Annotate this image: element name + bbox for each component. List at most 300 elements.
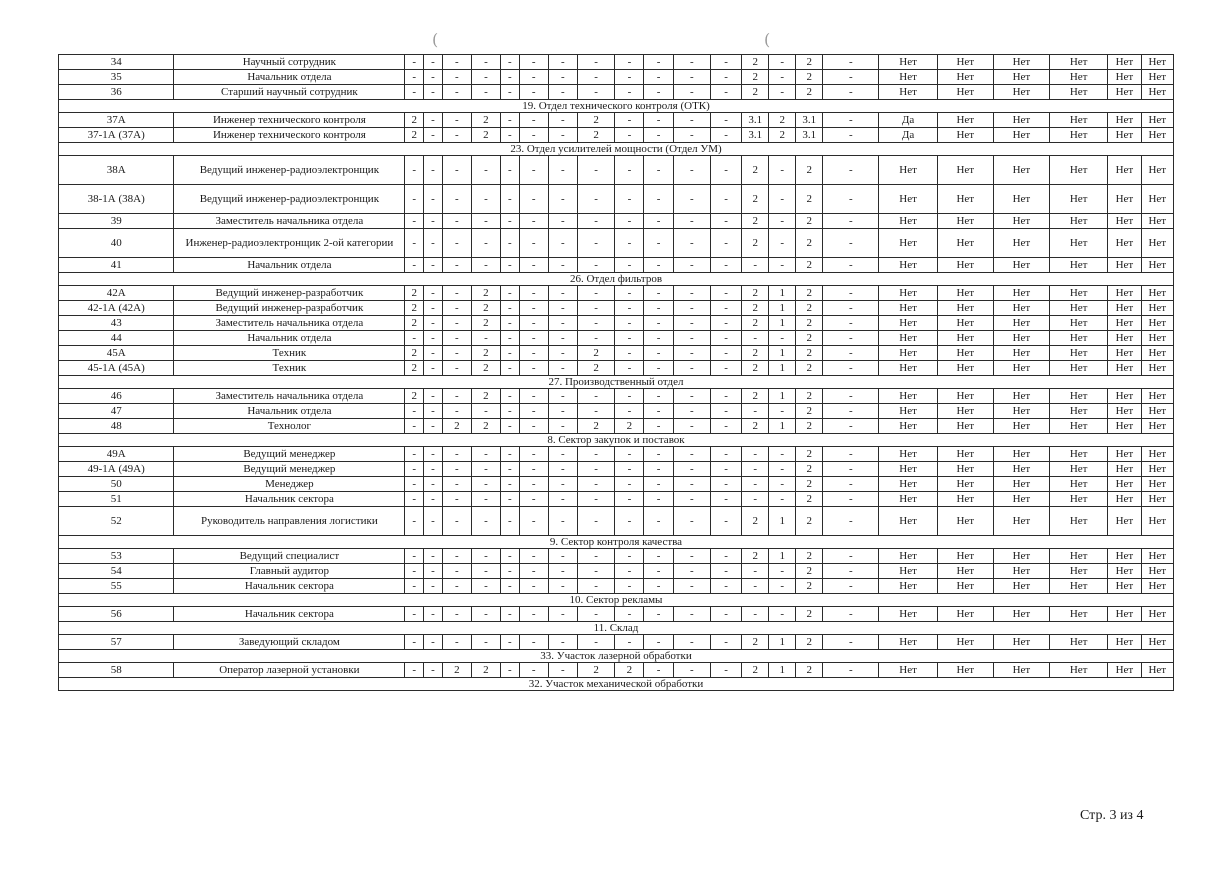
answer-cell: Нет (879, 404, 937, 419)
factor-cell: 2 (796, 404, 823, 419)
factor-cell: - (673, 477, 710, 492)
answer-cell: Нет (1141, 564, 1173, 579)
answer-cell: Нет (1141, 156, 1173, 185)
factor-cell: - (769, 404, 796, 419)
position-name: Начальник сектора (174, 579, 405, 594)
factor-cell: - (673, 419, 710, 434)
position-name: Заместитель начальника отдела (174, 389, 405, 404)
factor-cell: 2 (796, 361, 823, 376)
factor-cell: - (769, 564, 796, 579)
factor-cell: - (711, 70, 742, 85)
factor-cell: - (577, 156, 614, 185)
factor-cell: - (711, 549, 742, 564)
factor-cell: - (769, 477, 796, 492)
factor-cell: 2 (471, 301, 500, 316)
factor-cell: 2 (471, 361, 500, 376)
answer-cell: Нет (1050, 404, 1108, 419)
answer-cell: Нет (993, 419, 1049, 434)
factor-cell: - (405, 607, 424, 622)
factor-cell: - (471, 447, 500, 462)
section-title: 19. Отдел технического контроля (ОТК) (59, 100, 1174, 113)
answer-cell: Нет (1141, 301, 1173, 316)
answer-cell: Нет (993, 331, 1049, 346)
factor-cell: - (442, 316, 471, 331)
factor-cell: 2 (442, 419, 471, 434)
factor-cell: - (519, 389, 548, 404)
answer-cell: Нет (937, 635, 993, 650)
factor-cell: - (577, 331, 614, 346)
factor-cell: - (471, 477, 500, 492)
factor-cell: - (711, 301, 742, 316)
answer-cell: Нет (1050, 185, 1108, 214)
answer-cell: Нет (1050, 361, 1108, 376)
factor-cell: - (548, 301, 577, 316)
factor-cell: - (711, 419, 742, 434)
answer-cell: Нет (1108, 128, 1141, 143)
answer-cell: Нет (1141, 70, 1173, 85)
table-row (59, 301, 1174, 316)
answer-cell: Нет (1108, 286, 1141, 301)
answer-cell: Нет (1141, 55, 1173, 70)
position-name: Оператор лазерной установки (174, 663, 405, 678)
factor-cell: - (644, 156, 673, 185)
row-number: 43 (59, 316, 174, 331)
position-name: Заместитель начальника отдела (174, 316, 405, 331)
factor-cell: - (673, 55, 710, 70)
factor-cell: - (742, 331, 769, 346)
answer-cell: Нет (879, 507, 937, 536)
section-title: 33. Участок лазерной обработки (59, 650, 1174, 663)
factor-cell: - (577, 389, 614, 404)
factor-cell: - (548, 663, 577, 678)
factor-cell: - (644, 477, 673, 492)
answer-cell: Нет (1050, 156, 1108, 185)
factor-cell: - (769, 579, 796, 594)
answer-cell: Нет (993, 128, 1049, 143)
answer-cell: Нет (993, 301, 1049, 316)
factor-cell: - (615, 492, 644, 507)
factor-cell: - (519, 85, 548, 100)
table-row (59, 258, 1174, 273)
factor-cell: 2 (796, 389, 823, 404)
table-row (59, 85, 1174, 100)
factor-cell: 2 (405, 113, 424, 128)
answer-cell: Нет (879, 579, 937, 594)
factor-cell: - (644, 419, 673, 434)
answer-cell: Нет (937, 492, 993, 507)
answer-cell: Нет (1050, 477, 1108, 492)
factor-cell: - (577, 286, 614, 301)
factor-cell: - (471, 607, 500, 622)
factor-cell: 2 (471, 663, 500, 678)
factor-cell: - (424, 214, 443, 229)
position-name: Старший научный сотрудник (174, 85, 405, 100)
row-number: 54 (59, 564, 174, 579)
table-row (59, 156, 1174, 185)
factor-cell: - (500, 579, 519, 594)
factor-cell: - (424, 492, 443, 507)
factor-cell: - (519, 361, 548, 376)
position-name: Ведущий инженер-радиоэлектронщик (174, 156, 405, 185)
factor-cell: 1 (769, 663, 796, 678)
factor-cell: - (673, 389, 710, 404)
factor-cell: - (424, 301, 443, 316)
factor-cell: - (548, 447, 577, 462)
factor-cell: - (500, 635, 519, 650)
factor-cell: - (577, 85, 614, 100)
answer-cell: Нет (1050, 214, 1108, 229)
factor-cell: 2 (796, 258, 823, 273)
answer-cell: Нет (993, 361, 1049, 376)
answer-cell: Нет (1050, 549, 1108, 564)
factor-cell: - (405, 549, 424, 564)
factor-cell: - (405, 331, 424, 346)
answer-cell: Нет (1050, 579, 1108, 594)
factor-cell: - (442, 214, 471, 229)
factor-cell: - (577, 447, 614, 462)
factor-cell: 1 (769, 301, 796, 316)
factor-cell: - (548, 507, 577, 536)
factor-cell: - (615, 447, 644, 462)
answer-cell: Нет (1141, 462, 1173, 477)
factor-cell: 2 (742, 55, 769, 70)
factor-cell: - (424, 316, 443, 331)
section-title: 11. Склад (59, 622, 1174, 635)
answer-cell: Нет (1050, 607, 1108, 622)
answer-cell: Нет (993, 229, 1049, 258)
position-name: Начальник сектора (174, 492, 405, 507)
factor-cell: - (823, 346, 879, 361)
factor-cell: - (823, 579, 879, 594)
factor-cell: - (823, 316, 879, 331)
answer-cell: Нет (937, 55, 993, 70)
factor-cell: - (711, 258, 742, 273)
answer-cell: Нет (1141, 258, 1173, 273)
factor-cell: - (615, 55, 644, 70)
factor-cell: - (769, 185, 796, 214)
factor-cell: - (548, 331, 577, 346)
factor-cell: - (548, 564, 577, 579)
factor-cell: - (644, 229, 673, 258)
factor-cell: - (424, 113, 443, 128)
factor-cell: 2 (742, 156, 769, 185)
factor-cell: - (673, 635, 710, 650)
factor-cell: 2 (615, 663, 644, 678)
table-row (59, 607, 1174, 622)
factor-cell: - (442, 507, 471, 536)
factor-cell: - (823, 113, 879, 128)
factor-cell: - (644, 492, 673, 507)
answer-cell: Нет (1108, 404, 1141, 419)
answer-cell: Нет (1108, 579, 1141, 594)
factor-cell: - (424, 286, 443, 301)
answer-cell: Нет (1108, 607, 1141, 622)
answer-cell: Нет (937, 331, 993, 346)
factor-cell: - (711, 346, 742, 361)
factor-cell: - (500, 346, 519, 361)
answer-cell: Нет (1108, 447, 1141, 462)
factor-cell: - (442, 579, 471, 594)
factor-cell: - (519, 447, 548, 462)
answer-cell: Нет (879, 286, 937, 301)
factor-cell: - (769, 492, 796, 507)
factor-cell: - (673, 214, 710, 229)
answer-cell: Нет (1108, 346, 1141, 361)
answer-cell: Нет (879, 549, 937, 564)
factor-cell: 2 (796, 635, 823, 650)
factor-cell: - (673, 564, 710, 579)
factor-cell: - (442, 286, 471, 301)
answer-cell: Нет (1050, 663, 1108, 678)
position-name: Начальник отдела (174, 331, 405, 346)
table-row (59, 55, 1174, 70)
factor-cell: - (471, 185, 500, 214)
factor-cell: 2 (796, 462, 823, 477)
factor-cell: - (519, 128, 548, 143)
table-row (59, 419, 1174, 434)
factor-cell: - (471, 70, 500, 85)
factor-cell: - (548, 286, 577, 301)
factor-cell: 2 (742, 663, 769, 678)
factor-cell: - (615, 477, 644, 492)
factor-cell: - (823, 229, 879, 258)
factor-cell: - (548, 55, 577, 70)
answer-cell: Нет (1050, 229, 1108, 258)
factor-cell: - (615, 462, 644, 477)
factor-cell: - (519, 635, 548, 650)
factor-cell: - (823, 419, 879, 434)
answer-cell: Нет (1108, 635, 1141, 650)
answer-cell: Нет (1141, 477, 1173, 492)
factor-cell: - (577, 70, 614, 85)
factor-cell: - (615, 579, 644, 594)
factor-cell: - (442, 70, 471, 85)
factor-cell: - (673, 301, 710, 316)
section-header-row (59, 678, 1174, 691)
factor-cell: 2 (577, 113, 614, 128)
factor-cell: - (519, 316, 548, 331)
factor-cell: 2 (796, 55, 823, 70)
factor-cell: - (577, 316, 614, 331)
answer-cell: Нет (937, 286, 993, 301)
factor-cell: - (769, 331, 796, 346)
factor-cell: - (548, 316, 577, 331)
factor-cell: - (519, 214, 548, 229)
answer-cell: Нет (937, 564, 993, 579)
answer-cell: Нет (1108, 229, 1141, 258)
answer-cell: Нет (937, 229, 993, 258)
factor-cell: - (673, 70, 710, 85)
factor-cell: - (673, 507, 710, 536)
factor-cell: - (424, 331, 443, 346)
answer-cell: Нет (879, 301, 937, 316)
factor-cell: - (644, 564, 673, 579)
factor-cell: - (769, 447, 796, 462)
answer-cell: Нет (1108, 549, 1141, 564)
table-row (59, 564, 1174, 579)
factor-cell: - (711, 564, 742, 579)
factor-cell: 2 (742, 316, 769, 331)
factor-cell: - (548, 549, 577, 564)
answer-cell: Нет (993, 447, 1049, 462)
factor-cell: - (442, 55, 471, 70)
answer-cell: Нет (993, 55, 1049, 70)
factor-cell: - (615, 564, 644, 579)
factor-cell: - (405, 579, 424, 594)
factor-cell: - (519, 156, 548, 185)
factor-cell: 2 (742, 361, 769, 376)
factor-cell: - (424, 389, 443, 404)
factor-cell: 2 (577, 128, 614, 143)
answer-cell: Нет (1141, 549, 1173, 564)
factor-cell: - (548, 462, 577, 477)
factor-cell: - (405, 258, 424, 273)
row-number: 40 (59, 229, 174, 258)
factor-cell: - (769, 214, 796, 229)
factor-cell: - (711, 507, 742, 536)
factor-cell: - (577, 507, 614, 536)
factor-cell: - (742, 477, 769, 492)
factor-cell: - (711, 447, 742, 462)
factor-cell: - (615, 214, 644, 229)
factor-cell: - (577, 55, 614, 70)
factor-cell: 2 (742, 419, 769, 434)
factor-cell: - (615, 635, 644, 650)
answer-cell: Нет (1141, 286, 1173, 301)
factor-cell: - (673, 361, 710, 376)
row-number: 44 (59, 331, 174, 346)
factor-cell: - (424, 462, 443, 477)
answer-cell: Нет (993, 462, 1049, 477)
factor-cell: - (644, 85, 673, 100)
factor-cell: - (548, 346, 577, 361)
position-name: Заведующий складом (174, 635, 405, 650)
factor-cell: - (405, 85, 424, 100)
section-header-row (59, 143, 1174, 156)
factor-cell: - (823, 404, 879, 419)
factor-cell: - (519, 492, 548, 507)
answer-cell: Нет (1050, 389, 1108, 404)
answer-cell: Нет (937, 70, 993, 85)
answer-cell: Да (879, 128, 937, 143)
answer-cell: Нет (1108, 316, 1141, 331)
factor-cell: - (471, 579, 500, 594)
factor-cell: - (471, 564, 500, 579)
factor-cell: - (424, 663, 443, 678)
answer-cell: Нет (937, 579, 993, 594)
factor-cell: - (405, 507, 424, 536)
answer-cell: Нет (879, 258, 937, 273)
factor-cell: - (519, 663, 548, 678)
answer-cell: Нет (1108, 185, 1141, 214)
row-number: 35 (59, 70, 174, 85)
answer-cell: Нет (1050, 316, 1108, 331)
factor-cell: - (519, 346, 548, 361)
factor-cell: 3.1 (796, 128, 823, 143)
factor-cell: - (673, 185, 710, 214)
factor-cell: - (673, 85, 710, 100)
factor-cell: - (673, 607, 710, 622)
factor-cell: - (577, 564, 614, 579)
factor-cell: 2 (405, 389, 424, 404)
factor-cell: - (519, 286, 548, 301)
factor-cell: - (673, 579, 710, 594)
factor-cell: 2 (577, 361, 614, 376)
factor-cell: - (424, 477, 443, 492)
answer-cell: Нет (937, 185, 993, 214)
factor-cell: - (424, 156, 443, 185)
row-number: 49-1А (49А) (59, 462, 174, 477)
factor-cell: - (742, 564, 769, 579)
factor-cell: - (823, 286, 879, 301)
answer-cell: Нет (879, 564, 937, 579)
factor-cell: - (742, 607, 769, 622)
factor-cell: - (424, 579, 443, 594)
factor-cell: 2 (796, 301, 823, 316)
answer-cell: Нет (1108, 663, 1141, 678)
factor-cell: - (548, 156, 577, 185)
answer-cell: Нет (1050, 331, 1108, 346)
factor-cell: - (711, 331, 742, 346)
factor-cell: - (405, 462, 424, 477)
answer-cell: Нет (879, 462, 937, 477)
factor-cell: - (711, 477, 742, 492)
factor-cell: - (548, 128, 577, 143)
answer-cell: Нет (1108, 301, 1141, 316)
scan-mark-left: ( (432, 30, 439, 49)
factor-cell: - (471, 229, 500, 258)
answer-cell: Нет (937, 477, 993, 492)
factor-cell: - (500, 301, 519, 316)
factor-cell: - (644, 70, 673, 85)
factor-cell: - (673, 663, 710, 678)
factor-cell: - (742, 579, 769, 594)
factor-cell: - (442, 404, 471, 419)
row-number: 39 (59, 214, 174, 229)
factor-cell: - (424, 128, 443, 143)
answer-cell: Нет (993, 156, 1049, 185)
factor-cell: - (644, 286, 673, 301)
factor-cell: - (405, 663, 424, 678)
factor-cell: 2 (796, 85, 823, 100)
factor-cell: - (442, 549, 471, 564)
factor-cell: - (519, 579, 548, 594)
factor-cell: - (405, 564, 424, 579)
position-name: Начальник отдела (174, 404, 405, 419)
factor-cell: - (548, 477, 577, 492)
factor-cell: - (711, 579, 742, 594)
factor-cell: 2 (796, 156, 823, 185)
factor-cell: - (711, 156, 742, 185)
factor-cell: - (405, 447, 424, 462)
answer-cell: Нет (879, 663, 937, 678)
factor-cell: - (577, 229, 614, 258)
factor-cell: 2 (796, 316, 823, 331)
section-title: 9. Сектор контроля качества (59, 536, 1174, 549)
factor-cell: - (405, 214, 424, 229)
answer-cell: Нет (937, 389, 993, 404)
factor-cell: - (405, 70, 424, 85)
factor-cell: 2 (796, 185, 823, 214)
position-name: Начальник сектора (174, 607, 405, 622)
answer-cell: Нет (1141, 214, 1173, 229)
factor-cell: - (711, 607, 742, 622)
answer-cell: Нет (879, 346, 937, 361)
table-row (59, 346, 1174, 361)
section-header-row (59, 434, 1174, 447)
factor-cell: - (615, 331, 644, 346)
factor-cell: - (471, 549, 500, 564)
